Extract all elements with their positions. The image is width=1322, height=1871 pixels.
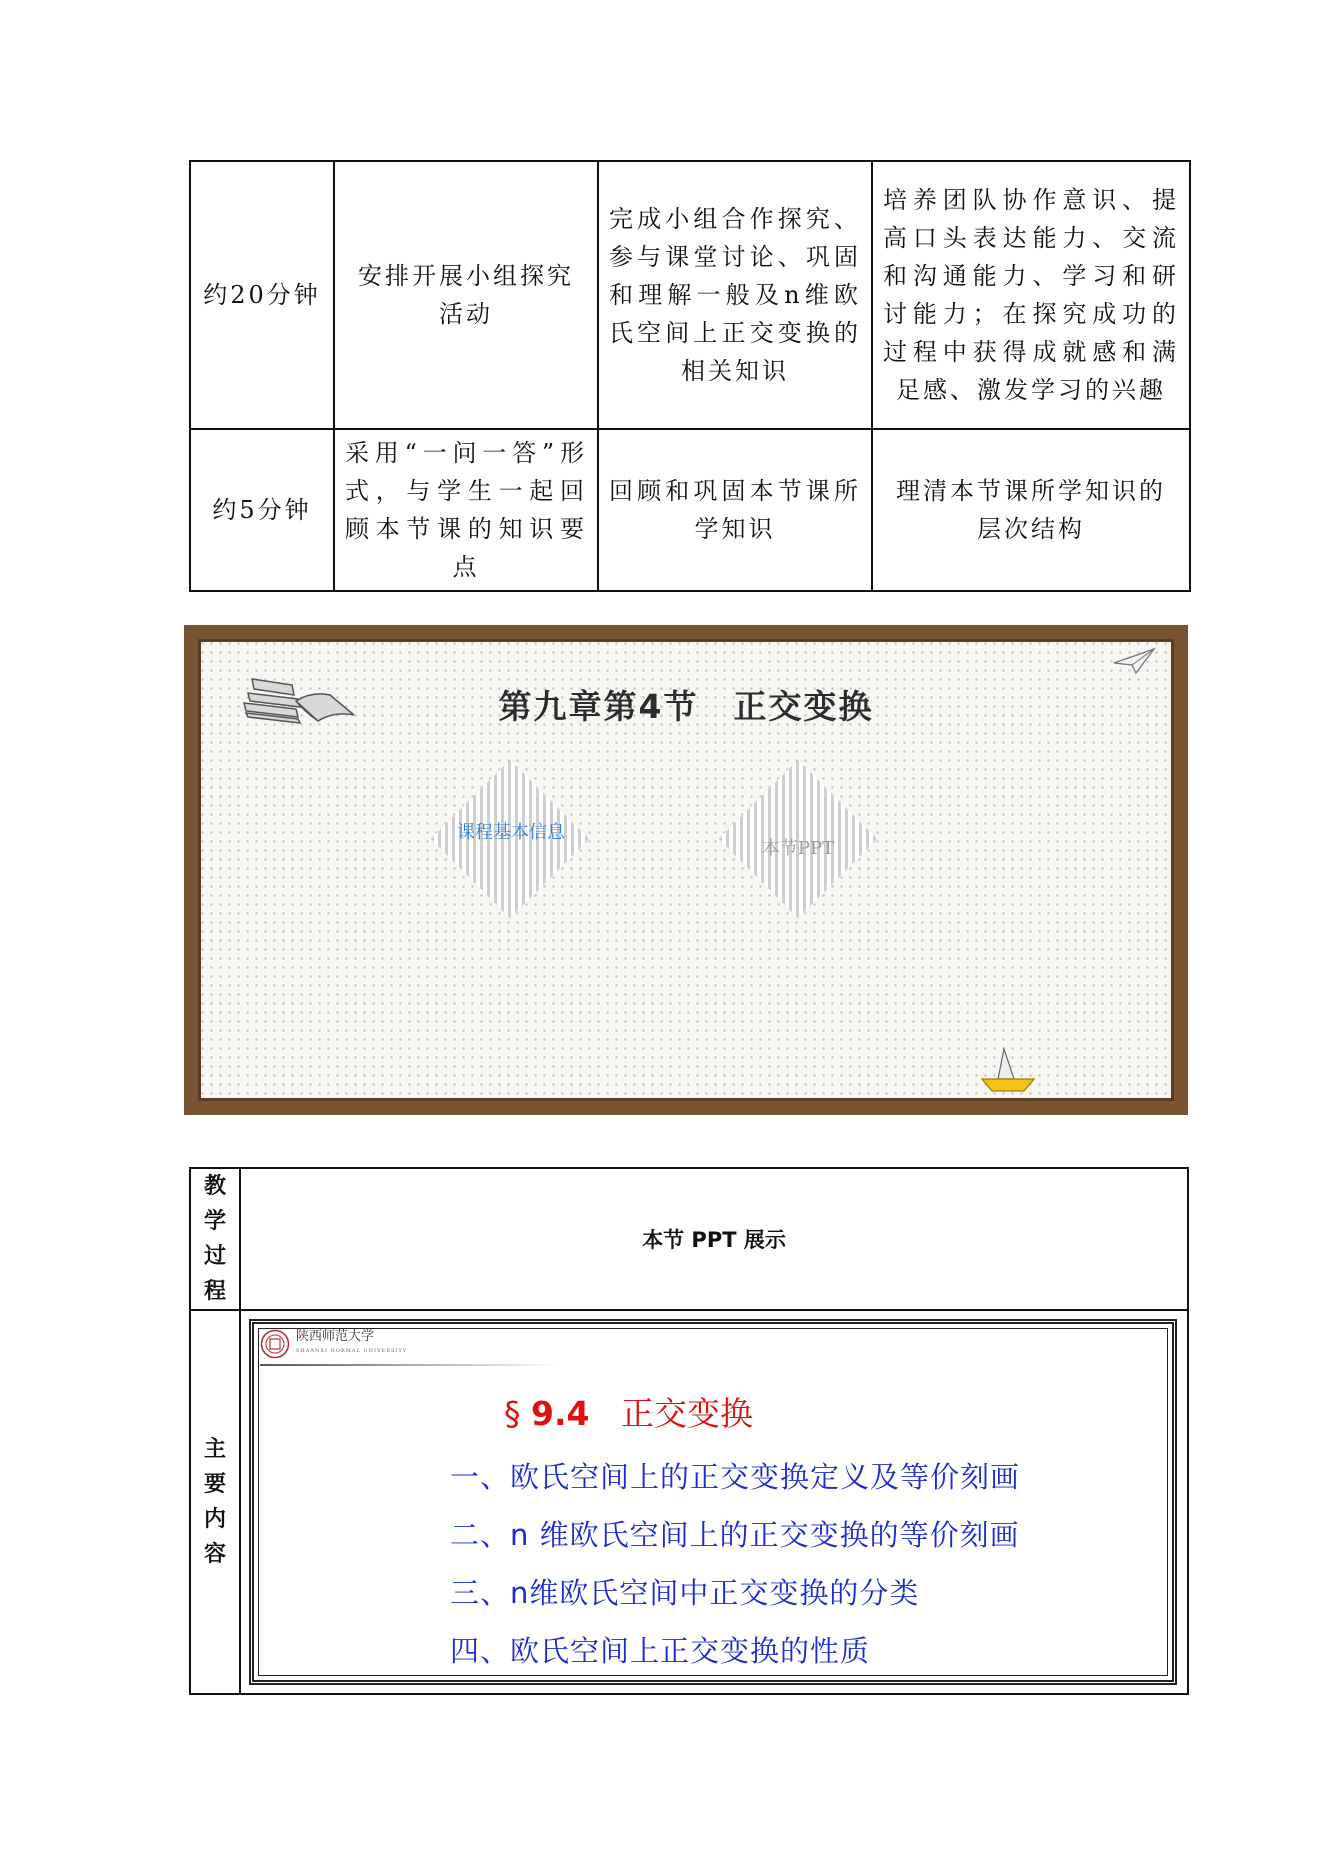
logo-subtitle: SHAANXI NORMAL UNIVERSITY: [296, 1348, 408, 1354]
table-row: [190, 161, 1190, 429]
student-activity-cell: 回顾和巩固本节课所学知识: [598, 429, 872, 591]
slide-heading: [504, 1388, 753, 1435]
design-intent-cell: 培养团队协作意识、提高口头表达能力、交流和沟通能力、学习和研讨能力；在探究成功的过程中获得成就感和满足感、激发学习的兴趣: [872, 161, 1190, 429]
design-intent-cell: 理清本节课所学知识的层次结构: [872, 429, 1190, 591]
row-label-text: 主要内容: [203, 1437, 226, 1567]
outline-item: 四、欧氏空间上正交变换的性质: [450, 1634, 871, 1668]
ppt-slide: [249, 1319, 1177, 1685]
ppt-table: [189, 1167, 1189, 1695]
header-divider: [260, 1364, 560, 1366]
outline-list: [450, 1448, 1020, 1680]
table-row: [190, 429, 1190, 591]
slide-cell: [240, 1310, 1188, 1694]
paper-plane-icon: [1112, 647, 1156, 681]
section-title: 正交变换: [620, 1394, 753, 1433]
outline-item: 一、欧氏空间上的正交变换定义及等价刻画: [450, 1460, 1021, 1494]
course-info-button[interactable]: 课程基本信息: [457, 822, 565, 843]
time-cell: 约20分钟: [190, 161, 334, 429]
section-symbol: §: [504, 1394, 521, 1433]
teacher-activity-cell: 安排开展小组探究活动: [334, 161, 598, 429]
row-label-text: 教学过程: [203, 1174, 226, 1304]
outline-item: 二、n 维欧氏空间上的正交变换的等价刻画: [450, 1518, 1020, 1552]
table-row: [190, 1310, 1188, 1694]
row-label-teaching-process: [190, 1168, 240, 1310]
activity-table: [189, 160, 1191, 592]
time-cell: 约5分钟: [190, 429, 334, 591]
ppt-heading: 本节 PPT 展示: [240, 1168, 1188, 1310]
section-number: 9.4: [531, 1394, 590, 1433]
table-row: [190, 1168, 1188, 1310]
university-logo: [260, 1329, 407, 1359]
slide-title: 第九章第4节 正交变换: [498, 687, 874, 726]
outline-item: 三、n维欧氏空间中正交变换的分类: [450, 1576, 920, 1610]
student-activity-cell: 完成小组合作探究、参与课堂讨论、巩固和理解一般及n维欧氏空间上正交变换的相关知识: [598, 161, 872, 429]
university-seal-icon: [260, 1329, 290, 1359]
paper-boat-icon: [978, 1047, 1038, 1097]
chalkboard-slide: [184, 625, 1188, 1115]
teacher-activity-cell: 采用“一问一答”形式，与学生一起回顾本节课的知识要点: [334, 429, 598, 591]
row-label-main-content: [190, 1310, 240, 1694]
logo-name: 陕西师范大学: [296, 1329, 375, 1344]
section-ppt-button[interactable]: 本节PPT: [761, 838, 835, 859]
